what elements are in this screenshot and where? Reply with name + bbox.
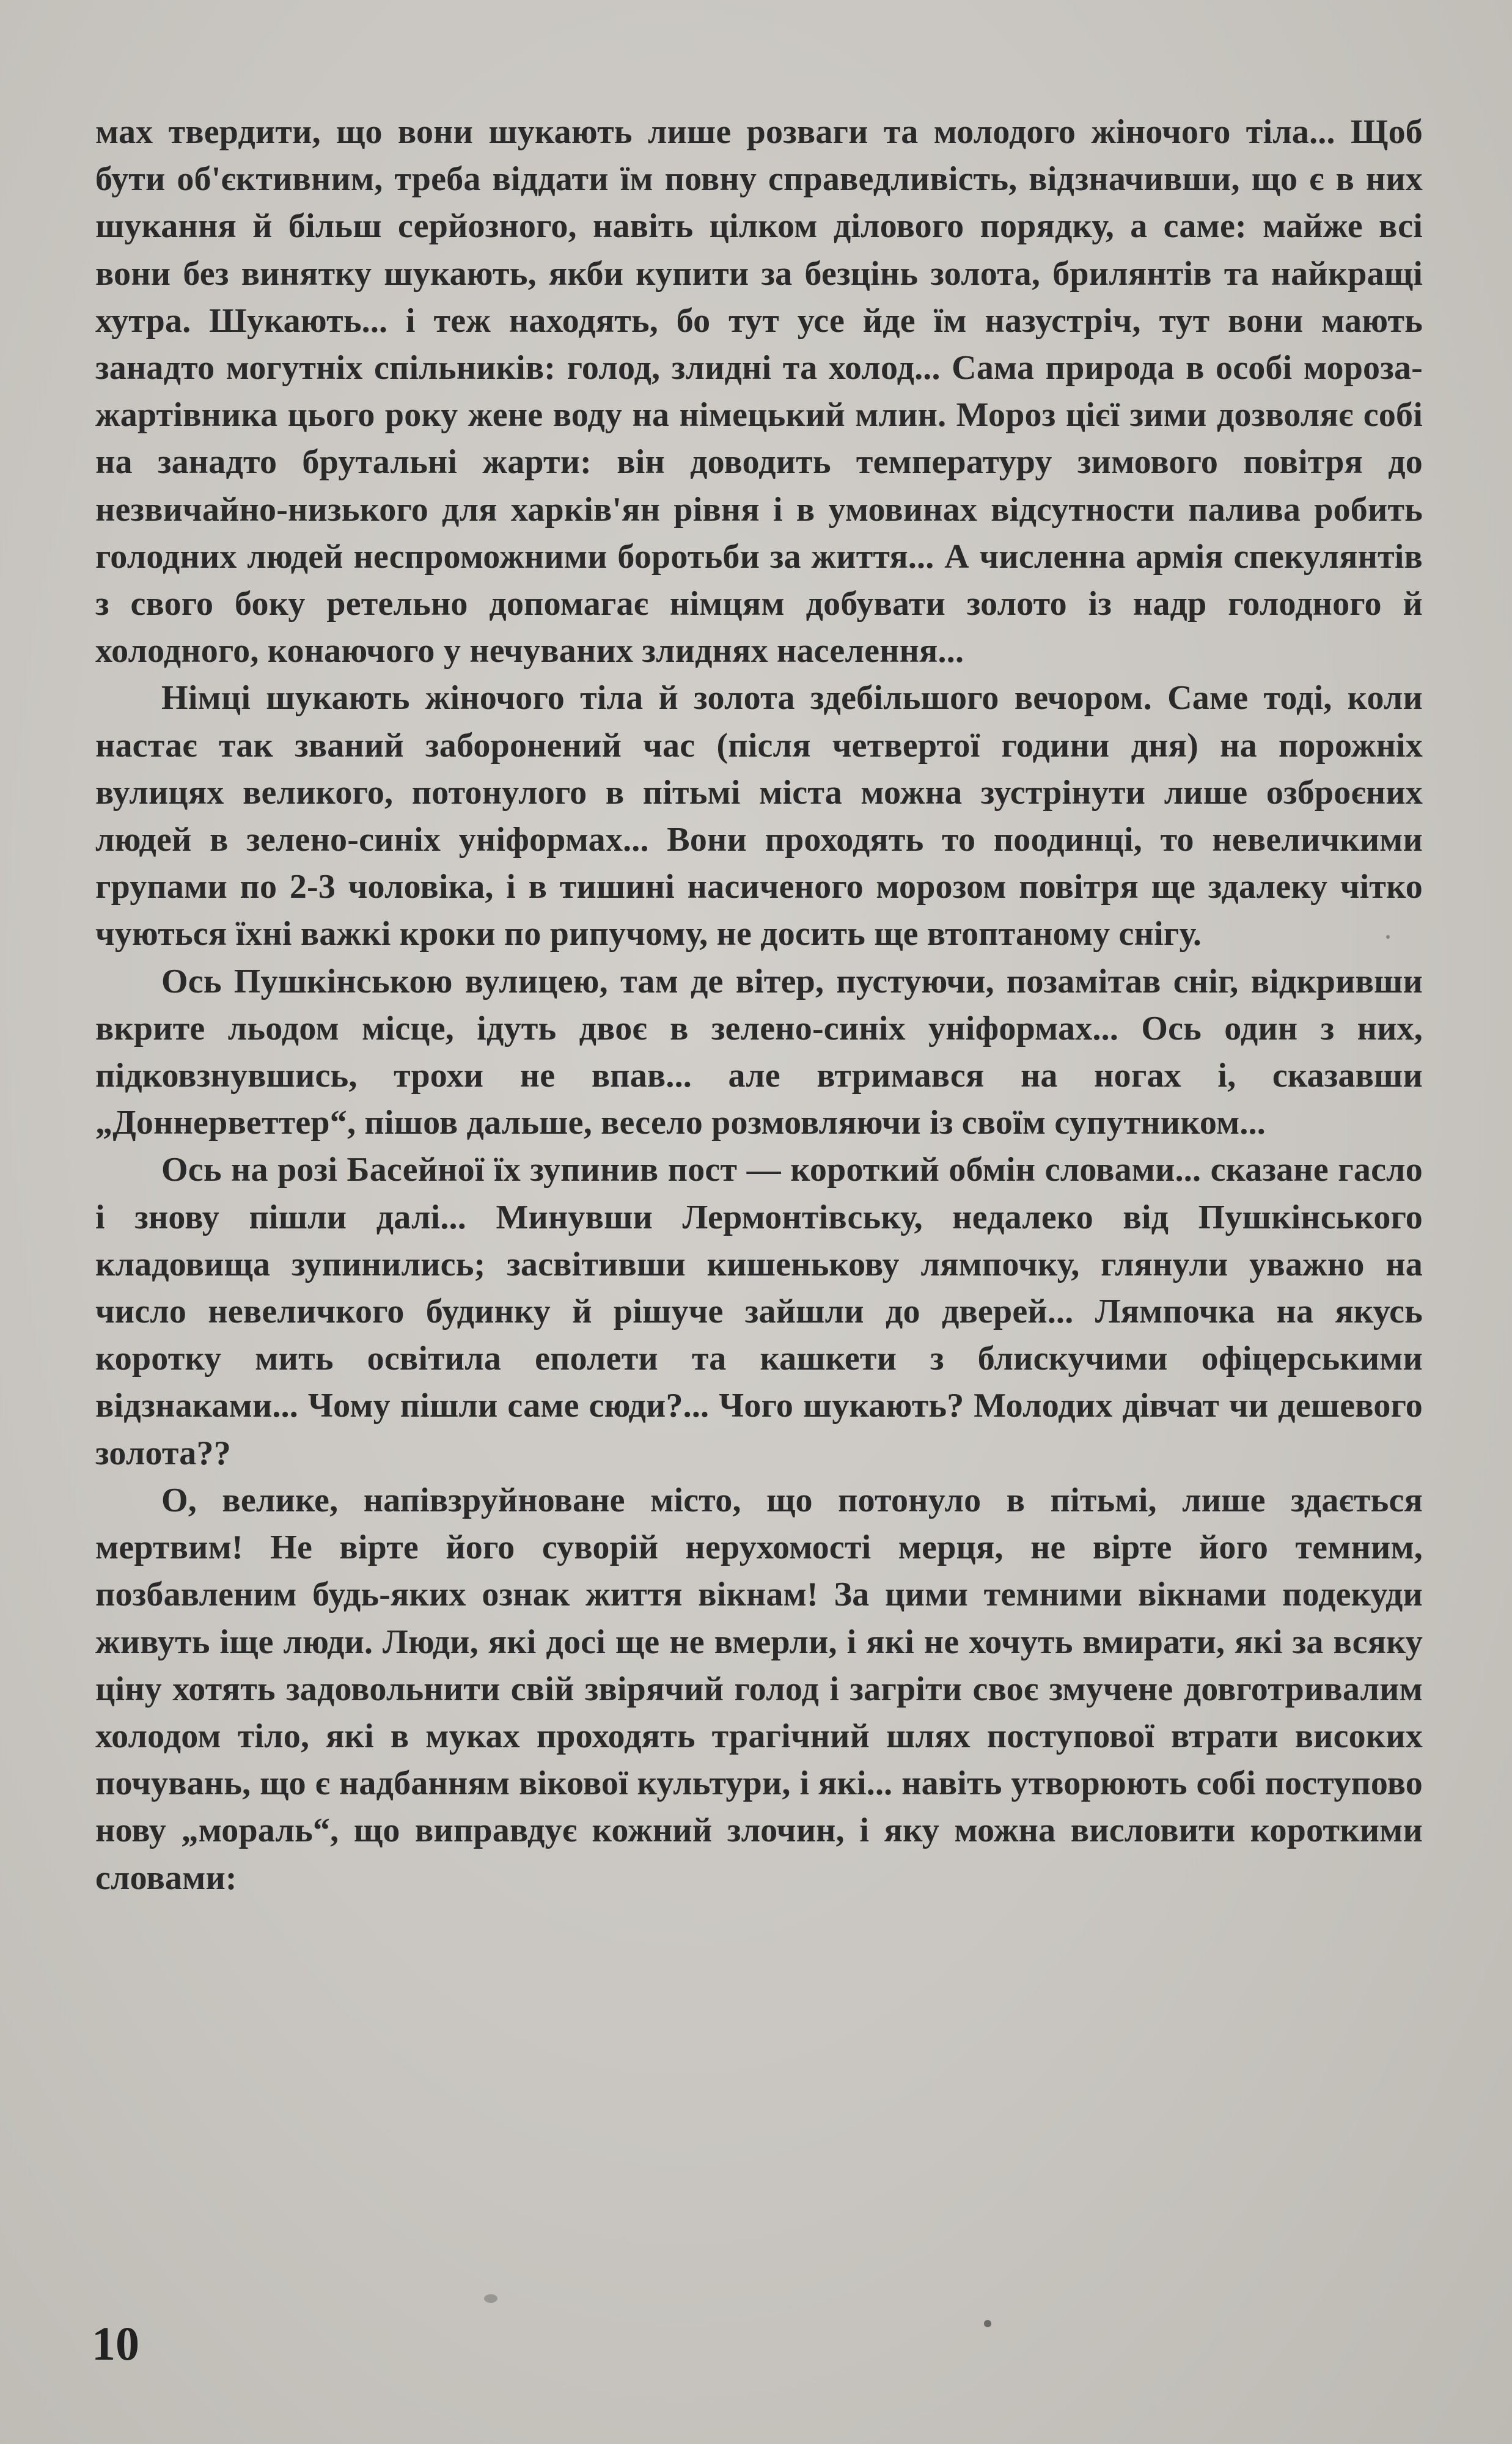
paragraph: Німці шукають жіночого тіла й золота здебільшого вечором. Саме тоді, коли настає так званий заборонений час (після четвертої години дня) на порожніх вулицях великого, потонулого в пітьмі міста можна зустрінути лише озброєних людей в зелено-синіх уніформах... Вони проходять то поодинці, то невеличкими групами по 2-3 чоловіка, і в тишині насиченого морозом повітря ще здалеку чітко чуються їхні важкі кроки по рипучому, не досить ще втоптаному снігу. — [95, 679, 1423, 953]
ink-speck — [484, 2294, 497, 2303]
page-number: 10 — [92, 2317, 139, 2370]
body-text — [95, 109, 1423, 1902]
paragraph: Ось Пушкінською вулицею, там де вітер, пустуючи, позамітав сніг, відкривши вкрите льодом місце, ідуть двоє в зелено-синіх уніформах... Ось один з них, підковзнувшись, трохи не впав... але втримався на ногах і, сказавши „Доннерветтер“, пішов дальше, весело розмовляючи із своїм супутником... — [95, 962, 1423, 1142]
ink-speck — [984, 2320, 991, 2327]
paragraph: мах твердити, що вони шукають лише розваги та молодого жіночого тіла... Щоб бути об'єктивним, треба віддати їм повну справедливість, відзначивши, що є в них шукання й більш серйозного, навіть цілком ділового порядку, а саме: майже всі вони без винятку шукають, якби купити за безцінь золота, брилянтів та найкращі хутра. Шукають... і теж находять, бо тут усе йде їм назустріч, тут вони мають занадто могутніх спільників: голод, злидні та холод... Сама природа в особі мороза-жартівника цього року жене воду на німецький млин. Мороз цієї зими дозволяє собі на занадто брутальні жарти: він доводить температуру зимового повітря до незвичайно-низького для харків'ян рівня і в умовинах відсутности палива робить голодних людей неспроможними боротьби за життя... А численна армія спекулянтів з свого боку ретельно допомагає німцям добувати золото із надр голодного й холодного, конаючого у нечуваних злиднях населення... — [95, 113, 1423, 670]
paragraph: О, велике, напівзруйноване місто, що потонуло в пітьмі, лише здається мертвим! Не вірте його суворій нерухомості мерця, не вірте його темним, позбавленим будь-яких ознак життя вікнам! За цими темними вікнами подекуди живуть іще люди. Люди, які досі ще не вмерли, і які не хочуть вмирати, які за всяку ціну хотять задовольнити свій звірячий голод і загріти своє змучене довготривалим холодом тіло, які в муках проходять трагічний шлях поступової втрати високих почувань, що є надбанням вікової культури, і які... навіть утворюють собі поступово нову „мораль“, що виправдує кожний злочин, і яку можна висловити короткими словами: — [95, 1481, 1423, 1897]
ink-speck — [1386, 935, 1390, 939]
paragraph: Ось на розі Басейної їх зупинив пост — короткий обмін словами... сказане гасло і знову пішли далі... Минувши Лермонтівську, недалеко від Пушкінського кладовища зупинились; засвітивши кишенькову лямпочку, глянули уважно на число невеличкого будинку й рішуче зайшли до дверей... Лямпочка на якусь коротку мить освітила еполети та кашкети з блискучими офіцерськими відзнаками... Чому пішли саме сюди?... Чого шукають? Молодих дівчат чи дешевого золота?? — [95, 1151, 1423, 1472]
